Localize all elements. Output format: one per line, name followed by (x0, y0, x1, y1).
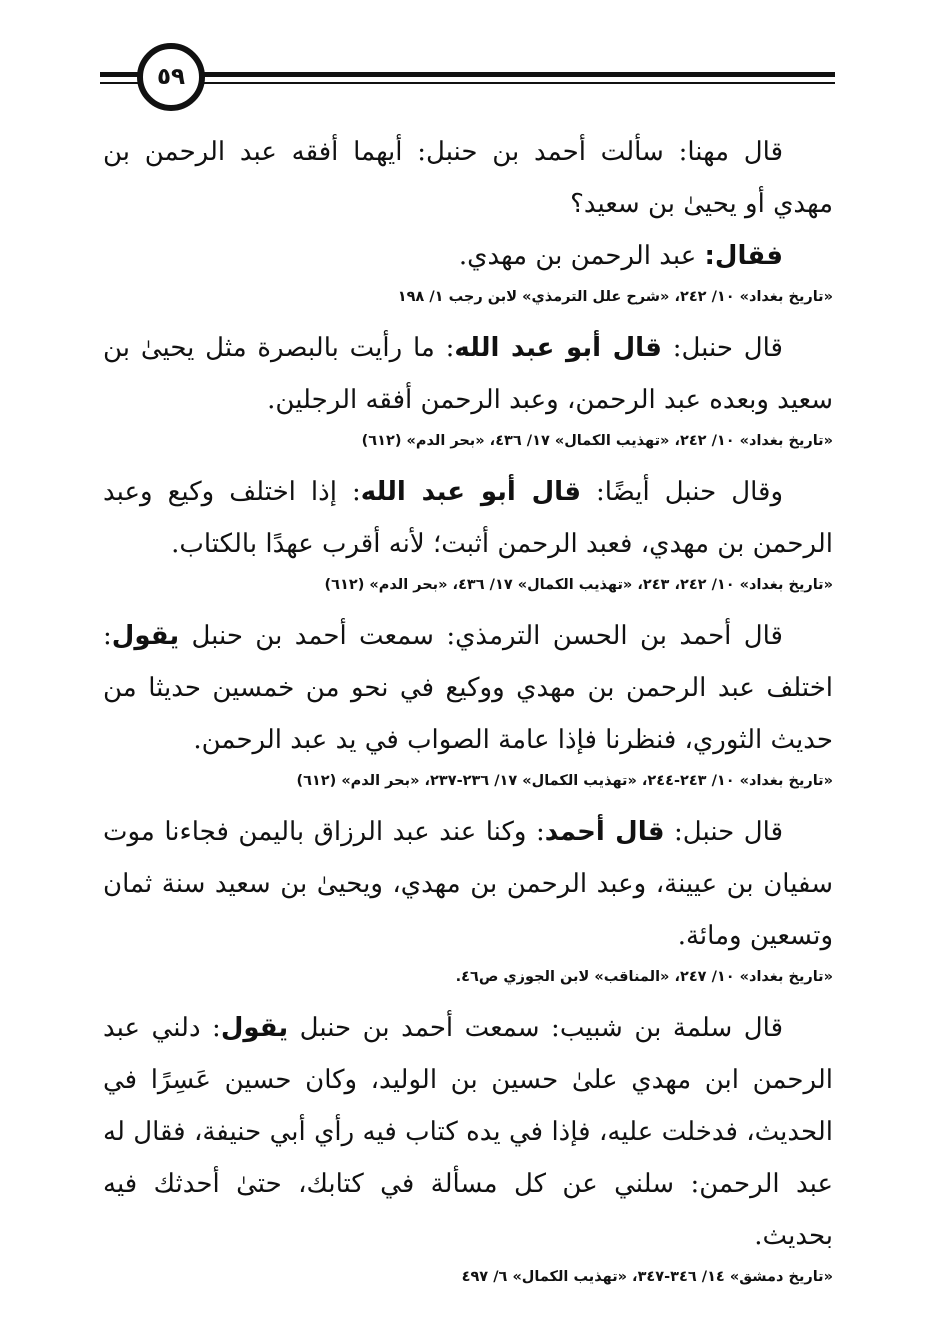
paragraph-lead: قال أحمد (544, 817, 665, 847)
paragraph-lead: يقول (111, 621, 180, 651)
paragraph-text: عبد الرحمن بن مهدي. (458, 241, 705, 271)
header-rule-thick (100, 72, 835, 77)
paragraph-pre: وقال حنبل أيضًا: (580, 477, 783, 507)
page-body (103, 126, 833, 1302)
page-number: ٥٩ (156, 63, 186, 90)
source-citation: «تاريخ دمشق» ١٤/ ٣٤٦-٣٤٧، «تهذيب الكمال» ٦/ ٤٩٧ (461, 1269, 833, 1285)
paragraph-tirmidhi (103, 610, 833, 766)
paragraph-muhanna-question (103, 126, 833, 230)
paragraph-pre: قال حنبل: (661, 333, 783, 363)
paragraph-lead: قال أبو عبد الله (360, 477, 581, 507)
paragraph-text: قال مهنا: سألت أحمد بن حنبل: أيهما أفقه عبد الرحمن بن مهدي أو يحيىٰ بن سعيد؟ (103, 137, 833, 219)
paragraph-hanbal-waki (103, 466, 833, 570)
page-number-circle (137, 43, 205, 111)
source-citation: «تاريخ بغداد» ١٠/ ٢٤٧، «المناقب» لابن الجوزي ص٤٦. (455, 969, 833, 985)
paragraph-post: : اختلف عبد الرحمن بن مهدي ووكيع في نحو من خمسين حديثا من حديث الثوري، فنظرنا فإذا عامة الصواب في يد عبد الرحمن. (103, 621, 833, 755)
paragraph-lead: يقول (220, 1013, 289, 1043)
source-citation: «تاريخ بغداد» ١٠/ ٢٤٢، «شرح علل الترمذي» لابن رجب ١/ ١٩٨ (397, 289, 833, 305)
page-header (100, 40, 835, 120)
paragraph-post: : إذا اختلف وكيع وعبد الرحمن بن مهدي، فعبد الرحمن أثبت؛ لأنه أقرب عهدًا بالكتاب. (103, 477, 833, 559)
paragraph-post: : وكنا عند عبد الرزاق باليمن فجاءنا موت سفيان بن عيينة، وعبد الرحمن بن مهدي، ويحيىٰ بن سعيد سنة ثمان وتسعين ومائة. (103, 817, 833, 951)
paragraph-muhanna-answer (103, 230, 833, 282)
paragraph-pre: قال أحمد بن الحسن الترمذي: سمعت أحمد بن حنبل (179, 621, 783, 651)
source-citation: «تاريخ بغداد» ١٠/ ٢٤٢، «تهذيب الكمال» ١٧/ ٤٣٦، «بحر الدم» (٦١٢) (361, 433, 833, 449)
paragraph-pre: قال حنبل: (664, 817, 784, 847)
paragraph-hanbal-basra (103, 322, 833, 426)
paragraph-lead: قال أبو عبد الله (454, 333, 662, 363)
source-citation: «تاريخ بغداد» ١٠/ ٢٤٢، ٢٤٣، «تهذيب الكمال» ١٧/ ٤٣٦، «بحر الدم» (٦١٢) (324, 577, 833, 593)
paragraph-hanbal-yemen (103, 806, 833, 962)
paragraph-post: : دلني عبد الرحمن ابن مهدي علىٰ حسين بن الوليد، وكان حسين عَسِرًا في الحديث، فدخلت عليه، فإذا في يده كتاب فيه رأي أبي حنيفة، فقال له عبد الرحمن: سلني عن كل مسألة في كتابك، حتىٰ أحدثك فيه بحديث. (103, 1013, 833, 1251)
header-rule-thin (100, 82, 835, 84)
source-citation: «تاريخ بغداد» ١٠/ ٢٤٣-٢٤٤، «تهذيب الكمال» ١٧/ ٢٣٦-٢٣٧، «بحر الدم» (٦١٢) (296, 773, 833, 789)
paragraph-salama (103, 1002, 833, 1262)
paragraph-pre: قال سلمة بن شبيب: سمعت أحمد بن حنبل (288, 1013, 783, 1043)
paragraph-lead: فقال: (704, 241, 783, 271)
paragraph-post: : ما رأيت بالبصرة مثل يحيىٰ بن سعيد وبعده عبد الرحمن، وعبد الرحمن أفقه الرجلين. (103, 333, 833, 415)
